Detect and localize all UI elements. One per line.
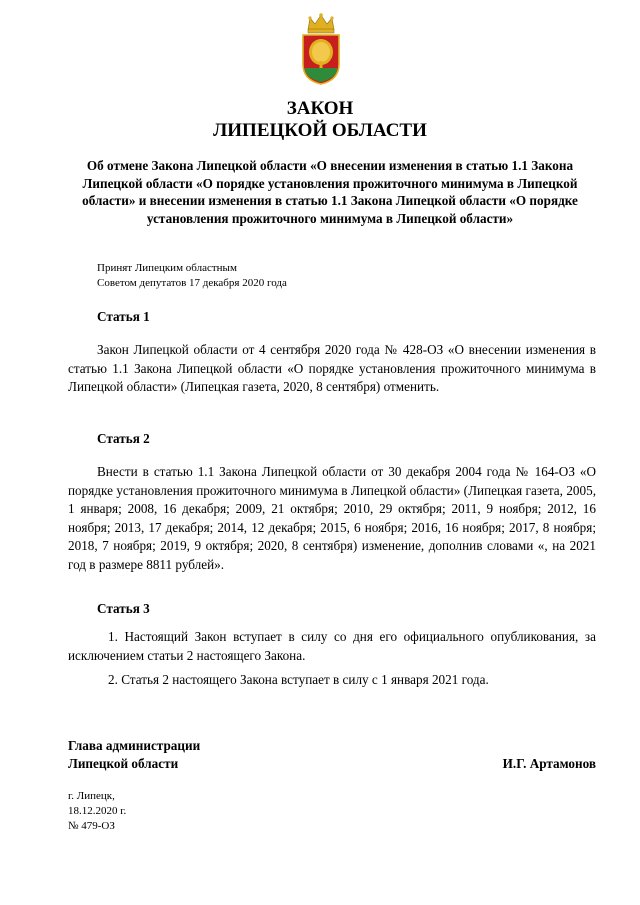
law-subject: Об отмене Закона Липецкой области «О внесении изменения в статью 1.1 Закона Липецкой области «О порядке установления прожиточного минимума в Липецкой области» и внесении изменения в статью 1.1 Закона Липецкой области «О порядке установления прожиточного минимума в Липецкой области» [82,158,578,226]
signatory-position-line-2: Липецкой области [68,755,179,771]
law-title-line-2: ЛИПЕЦКОЙ ОБЛАСТИ [213,120,427,141]
footer-number: № 479-ОЗ [68,820,115,832]
law-title-line-1: ЗАКОН [286,98,354,119]
article-3-paragraph-1: 1. Настоящий Закон вступает в силу со дня его официального опубликования, за исключением статьи 2 настоящего Закона. [68,629,596,663]
document-footer [68,789,126,834]
article-3-paragraph-2: 2. Статья 2 настоящего Закона вступает в силу с 1 января 2021 года. [108,672,489,687]
signatory-name: И.Г. Артамонов [502,756,596,771]
article-3-heading: Статья 3 [97,601,150,616]
article-1-heading: Статья 1 [97,309,150,324]
adoption-note [97,261,287,291]
signatory-position [68,737,200,772]
article-1-paragraph: Закон Липецкой области от 4 сентября 2020 года № 428-ОЗ «О внесении изменения в статью 1.1 Закона Липецкой области «О порядке установления прожиточного минимума в Липецкой области» (Липецкая газета, 2020, 8 сентября) отменить. [68,342,596,394]
coat-of-arms-icon [300,12,342,86]
footer-city: г. Липецк, [68,790,115,802]
adoption-line-2: Советом депутатов 17 декабря 2020 года [97,277,287,289]
adoption-line-1: Принят Липецким областным [97,262,237,274]
article-2-heading: Статья 2 [97,431,150,446]
footer-date: 18.12.2020 г. [68,805,127,817]
article-2-paragraph: Внести в статью 1.1 Закона Липецкой области от 30 декабря 2004 года № 164-ОЗ «О порядке установления прожиточного минимума в Липецкой области» (Липецкая газета, 2005, 1 января; 2008, 16 декабря; 2009, 21 октября; 2010, 29 октября; 2011, 9 ноября; 2012, 16 ноября; 2013, 17 декабря; 2014, 12 декабря; 2015, 6 ноября; 2016, 16 ноября; 2017, 8 ноября; 2018, 7 ноября; 2019, 9 октября; 2020, 8 сентября) изменение, дополнив словами «, на 2021 год в размере 8811 рублей». [68,464,596,572]
signatory-position-line-1: Глава администрации [68,738,201,753]
